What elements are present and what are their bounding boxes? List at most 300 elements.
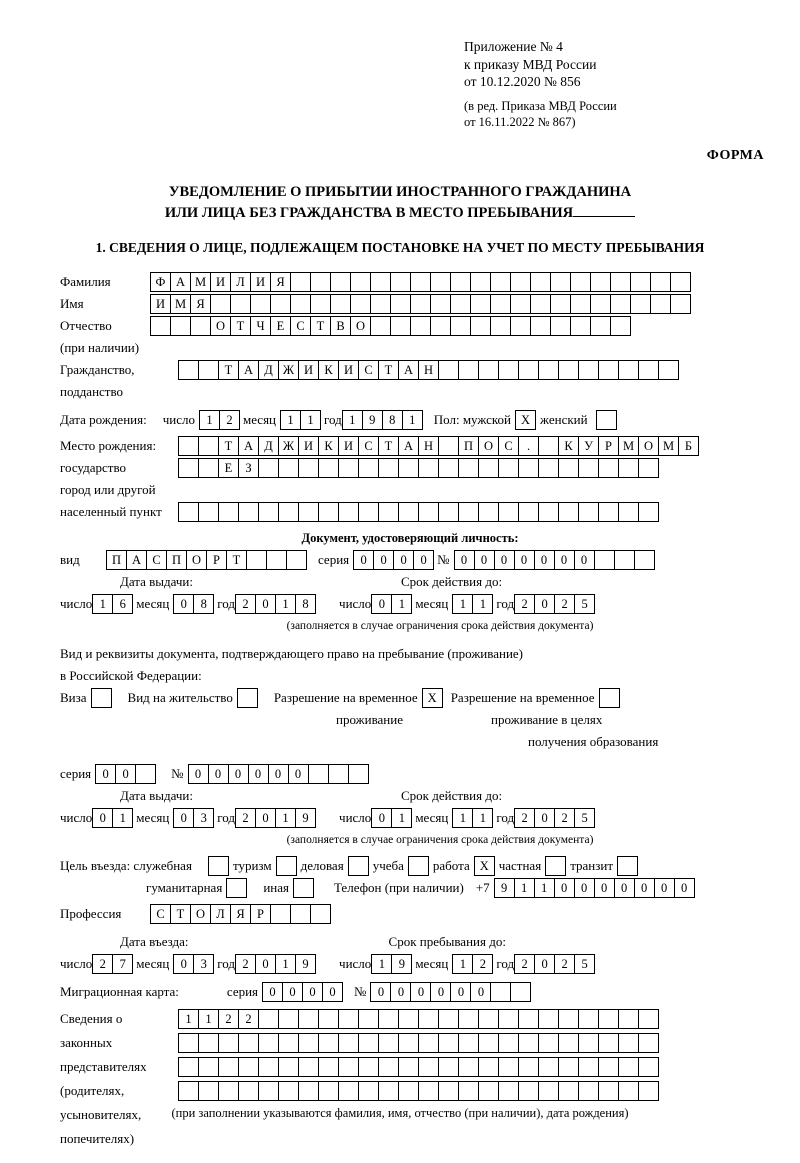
char-box[interactable] [450,294,471,314]
char-box[interactable] [258,1081,279,1101]
char-box[interactable] [258,458,279,478]
purpose-private-checkbox[interactable] [545,856,566,876]
char-box[interactable]: 0 [353,550,374,570]
char-box[interactable]: 2 [238,1009,259,1029]
char-box[interactable] [510,294,531,314]
char-box[interactable] [478,458,499,478]
char-box[interactable] [378,1081,399,1101]
char-box[interactable] [458,1033,479,1053]
char-box[interactable]: 5 [574,594,595,614]
char-box[interactable]: 0 [371,594,392,614]
char-box[interactable] [530,272,551,292]
char-box[interactable] [630,294,651,314]
citizenship-boxes[interactable] [178,360,678,380]
char-box[interactable] [538,458,559,478]
char-box[interactable] [358,458,379,478]
char-box[interactable]: 0 [654,878,675,898]
char-box[interactable] [578,1033,599,1053]
char-box[interactable]: 1 [275,808,296,828]
char-box[interactable] [230,294,251,314]
phone-boxes[interactable] [494,878,694,898]
char-box[interactable] [590,272,611,292]
char-box[interactable] [498,458,519,478]
char-box[interactable]: 5 [574,954,595,974]
char-box[interactable]: 0 [255,808,276,828]
char-box[interactable] [258,502,279,522]
char-box[interactable] [290,904,311,924]
char-box[interactable] [670,272,691,292]
char-box[interactable]: Д [258,436,279,456]
purpose-transit-checkbox[interactable] [617,856,638,876]
char-box[interactable]: М [190,272,211,292]
char-box[interactable]: 0 [370,982,391,1002]
char-box[interactable] [458,502,479,522]
char-box[interactable] [398,1033,419,1053]
char-box[interactable]: 2 [554,954,575,974]
doc-issue-month-boxes[interactable] [173,594,213,614]
stay-end-year-boxes[interactable] [514,954,594,974]
char-box[interactable]: Т [378,436,399,456]
char-box[interactable] [418,458,439,478]
char-box[interactable] [418,1033,439,1053]
char-box[interactable]: 1 [178,1009,199,1029]
char-box[interactable]: 0 [393,550,414,570]
char-box[interactable]: 2 [554,808,575,828]
char-box[interactable]: 2 [92,954,113,974]
char-box[interactable] [490,272,511,292]
char-box[interactable] [498,1057,519,1077]
char-box[interactable]: Я [190,294,211,314]
legal-reps-line4-boxes[interactable] [178,1081,658,1101]
char-box[interactable] [178,458,199,478]
char-box[interactable] [438,1057,459,1077]
char-box[interactable] [578,1057,599,1077]
char-box[interactable] [258,1057,279,1077]
char-box[interactable]: 0 [574,550,595,570]
char-box[interactable]: 3 [193,808,214,828]
char-box[interactable] [510,982,531,1002]
char-box[interactable]: 1 [514,878,535,898]
char-box[interactable]: А [238,360,259,380]
char-box[interactable] [498,1009,519,1029]
doc-number-boxes[interactable] [454,550,654,570]
char-box[interactable] [338,502,359,522]
doc-kind-boxes[interactable] [106,550,306,570]
char-box[interactable]: 0 [322,982,343,1002]
char-box[interactable]: 2 [235,594,256,614]
char-box[interactable] [538,360,559,380]
char-box[interactable] [618,1057,639,1077]
char-box[interactable]: 0 [173,954,194,974]
char-box[interactable]: 9 [295,954,316,974]
char-box[interactable]: П [106,550,127,570]
char-box[interactable]: Д [258,360,279,380]
birth-year-boxes[interactable] [342,410,422,430]
char-box[interactable] [598,360,619,380]
char-box[interactable]: 0 [390,982,411,1002]
char-box[interactable]: 0 [534,808,555,828]
legal-reps-line1-boxes[interactable] [178,1009,658,1029]
char-box[interactable] [578,502,599,522]
char-box[interactable] [246,550,267,570]
char-box[interactable] [330,272,351,292]
char-box[interactable]: К [318,436,339,456]
char-box[interactable]: 1 [199,410,220,430]
char-box[interactable] [370,316,391,336]
char-box[interactable] [518,1081,539,1101]
char-box[interactable] [418,1081,439,1101]
char-box[interactable]: 1 [198,1009,219,1029]
char-box[interactable] [198,458,219,478]
char-box[interactable] [278,1033,299,1053]
char-box[interactable] [498,360,519,380]
char-box[interactable] [298,1057,319,1077]
char-box[interactable]: 0 [534,550,555,570]
patronymic-boxes[interactable] [150,316,630,336]
char-box[interactable] [630,272,651,292]
char-box[interactable] [278,1009,299,1029]
char-box[interactable]: И [298,436,319,456]
char-box[interactable] [418,1009,439,1029]
char-box[interactable]: С [146,550,167,570]
char-box[interactable]: 0 [188,764,209,784]
char-box[interactable]: 1 [275,954,296,974]
char-box[interactable] [190,316,211,336]
char-box[interactable]: 2 [554,594,575,614]
char-box[interactable] [218,1033,239,1053]
char-box[interactable] [438,360,459,380]
char-box[interactable]: Е [218,458,239,478]
char-box[interactable] [578,458,599,478]
char-box[interactable]: Ж [278,360,299,380]
char-box[interactable] [338,1081,359,1101]
char-box[interactable] [530,316,551,336]
char-box[interactable]: 1 [534,878,555,898]
char-box[interactable]: 2 [514,808,535,828]
char-box[interactable] [298,502,319,522]
char-box[interactable] [650,294,671,314]
char-box[interactable]: Т [230,316,251,336]
char-box[interactable]: 0 [173,594,194,614]
char-box[interactable] [490,316,511,336]
char-box[interactable]: 0 [450,982,471,1002]
char-box[interactable]: Р [598,436,619,456]
char-box[interactable] [328,764,349,784]
char-box[interactable]: Б [678,436,699,456]
char-box[interactable]: 0 [115,764,136,784]
char-box[interactable]: 0 [302,982,323,1002]
char-box[interactable] [198,502,219,522]
char-box[interactable]: 0 [95,764,116,784]
char-box[interactable]: 2 [514,594,535,614]
char-box[interactable] [378,502,399,522]
char-box[interactable] [618,1009,639,1029]
char-box[interactable]: 0 [262,982,283,1002]
char-box[interactable]: 2 [472,954,493,974]
char-box[interactable] [290,272,311,292]
char-box[interactable] [558,1009,579,1029]
char-box[interactable]: У [578,436,599,456]
visa-checkbox[interactable] [91,688,112,708]
char-box[interactable]: 0 [413,550,434,570]
char-box[interactable] [438,1081,459,1101]
char-box[interactable] [650,272,671,292]
doc-valid-month-boxes[interactable] [452,594,492,614]
char-box[interactable]: И [250,272,271,292]
char-box[interactable] [638,1057,659,1077]
doc-valid-day-boxes[interactable] [371,594,411,614]
char-box[interactable]: 0 [410,982,431,1002]
char-box[interactable] [634,550,655,570]
char-box[interactable] [238,1057,259,1077]
char-box[interactable] [610,316,631,336]
char-box[interactable] [390,294,411,314]
char-box[interactable] [308,764,329,784]
legal-reps-line3-boxes[interactable] [178,1057,658,1077]
char-box[interactable] [518,1033,539,1053]
char-box[interactable] [478,502,499,522]
char-box[interactable] [558,1057,579,1077]
char-box[interactable]: С [150,904,171,924]
char-box[interactable]: Я [270,272,291,292]
char-box[interactable]: О [186,550,207,570]
char-box[interactable] [638,1081,659,1101]
char-box[interactable]: 3 [193,954,214,974]
surname-boxes[interactable] [150,272,690,292]
char-box[interactable] [458,1081,479,1101]
char-box[interactable] [298,1081,319,1101]
char-box[interactable] [518,1009,539,1029]
temp-residence-checkbox[interactable]: X [422,688,443,708]
purpose-study-checkbox[interactable] [408,856,429,876]
char-box[interactable]: А [126,550,147,570]
char-box[interactable]: О [478,436,499,456]
stay-valid-day-boxes[interactable] [371,808,411,828]
char-box[interactable]: 1 [371,954,392,974]
char-box[interactable] [570,294,591,314]
char-box[interactable] [418,502,439,522]
migration-series-boxes[interactable] [262,982,342,1002]
char-box[interactable]: 9 [295,808,316,828]
sex-male-checkbox[interactable]: X [515,410,536,430]
char-box[interactable] [178,502,199,522]
char-box[interactable]: 1 [452,808,473,828]
char-box[interactable]: 0 [514,550,535,570]
birth-place-line1-boxes[interactable] [178,436,698,456]
char-box[interactable]: А [398,360,419,380]
char-box[interactable]: 0 [574,878,595,898]
char-box[interactable]: 7 [112,954,133,974]
char-box[interactable] [398,1009,419,1029]
birth-month-boxes[interactable] [280,410,320,430]
char-box[interactable]: 0 [255,594,276,614]
char-box[interactable] [438,1033,459,1053]
char-box[interactable] [518,458,539,478]
char-box[interactable]: 0 [474,550,495,570]
char-box[interactable]: 0 [173,808,194,828]
char-box[interactable] [430,294,451,314]
char-box[interactable] [390,316,411,336]
char-box[interactable]: Л [210,904,231,924]
char-box[interactable] [318,502,339,522]
char-box[interactable] [378,1009,399,1029]
char-box[interactable]: Ч [250,316,271,336]
char-box[interactable] [558,1033,579,1053]
char-box[interactable] [338,458,359,478]
char-box[interactable] [170,316,191,336]
char-box[interactable] [590,294,611,314]
char-box[interactable] [518,502,539,522]
char-box[interactable]: 8 [382,410,403,430]
char-box[interactable]: П [458,436,479,456]
char-box[interactable] [598,502,619,522]
char-box[interactable]: Н [418,360,439,380]
char-box[interactable]: 0 [208,764,229,784]
char-box[interactable]: 0 [430,982,451,1002]
migration-number-boxes[interactable] [370,982,530,1002]
doc-issue-year-boxes[interactable] [235,594,315,614]
purpose-work-checkbox[interactable]: X [474,856,495,876]
stay-valid-month-boxes[interactable] [452,808,492,828]
char-box[interactable] [450,272,471,292]
char-box[interactable] [590,316,611,336]
char-box[interactable]: Т [226,550,247,570]
stay-issue-month-boxes[interactable] [173,808,213,828]
char-box[interactable] [378,458,399,478]
birth-place-line2-boxes[interactable] [178,458,658,478]
char-box[interactable]: 0 [248,764,269,784]
char-box[interactable] [490,982,511,1002]
char-box[interactable] [310,904,331,924]
char-box[interactable]: 1 [472,808,493,828]
char-box[interactable] [410,272,431,292]
char-box[interactable] [238,1033,259,1053]
char-box[interactable]: 0 [228,764,249,784]
char-box[interactable]: 1 [452,594,473,614]
char-box[interactable] [358,502,379,522]
char-box[interactable]: Л [230,272,251,292]
purpose-other-checkbox[interactable] [293,878,314,898]
char-box[interactable] [538,1081,559,1101]
char-box[interactable] [270,904,291,924]
char-box[interactable]: С [358,360,379,380]
char-box[interactable] [178,1081,199,1101]
char-box[interactable] [558,458,579,478]
char-box[interactable] [618,1033,639,1053]
char-box[interactable]: 2 [235,954,256,974]
char-box[interactable]: С [358,436,379,456]
char-box[interactable]: С [498,436,519,456]
char-box[interactable] [518,1057,539,1077]
char-box[interactable] [338,1009,359,1029]
char-box[interactable]: 1 [391,808,412,828]
char-box[interactable]: Т [170,904,191,924]
char-box[interactable] [598,458,619,478]
char-box[interactable] [458,458,479,478]
stay-issue-year-boxes[interactable] [235,808,315,828]
char-box[interactable] [598,1009,619,1029]
char-box[interactable]: 0 [674,878,695,898]
char-box[interactable] [538,1033,559,1053]
char-box[interactable]: 9 [362,410,383,430]
char-box[interactable]: 0 [454,550,475,570]
char-box[interactable]: И [298,360,319,380]
char-box[interactable] [378,1057,399,1077]
char-box[interactable]: 0 [594,878,615,898]
char-box[interactable]: В [330,316,351,336]
char-box[interactable] [330,294,351,314]
char-box[interactable] [510,272,531,292]
char-box[interactable] [218,1081,239,1101]
char-box[interactable] [638,458,659,478]
residence-permit-checkbox[interactable] [237,688,258,708]
stay-valid-year-boxes[interactable] [514,808,594,828]
char-box[interactable] [430,316,451,336]
char-box[interactable] [610,272,631,292]
char-box[interactable]: 1 [92,594,113,614]
char-box[interactable]: О [350,316,371,336]
char-box[interactable] [198,1033,219,1053]
char-box[interactable]: 0 [534,594,555,614]
char-box[interactable]: 1 [402,410,423,430]
char-box[interactable] [598,1057,619,1077]
char-box[interactable]: 1 [472,594,493,614]
char-box[interactable]: 8 [193,594,214,614]
char-box[interactable]: И [338,436,359,456]
char-box[interactable]: 0 [554,878,575,898]
char-box[interactable] [618,458,639,478]
purpose-official-checkbox[interactable] [208,856,229,876]
char-box[interactable] [350,294,371,314]
char-box[interactable] [338,1033,359,1053]
char-box[interactable]: А [170,272,191,292]
char-box[interactable]: Я [230,904,251,924]
char-box[interactable]: Т [218,436,239,456]
char-box[interactable] [398,1057,419,1077]
char-box[interactable] [278,1057,299,1077]
char-box[interactable] [370,272,391,292]
char-box[interactable] [198,436,219,456]
char-box[interactable] [198,1081,219,1101]
doc-issue-day-boxes[interactable] [92,594,132,614]
char-box[interactable] [498,502,519,522]
char-box[interactable] [378,1033,399,1053]
char-box[interactable]: И [150,294,171,314]
char-box[interactable] [430,272,451,292]
char-box[interactable] [438,458,459,478]
purpose-business-checkbox[interactable] [348,856,369,876]
char-box[interactable]: М [618,436,639,456]
char-box[interactable] [210,294,231,314]
char-box[interactable] [286,550,307,570]
purpose-tourism-checkbox[interactable] [276,856,297,876]
char-box[interactable] [348,764,369,784]
char-box[interactable] [178,360,199,380]
char-box[interactable] [278,502,299,522]
char-box[interactable] [318,1057,339,1077]
char-box[interactable]: О [210,316,231,336]
char-box[interactable]: И [338,360,359,380]
char-box[interactable]: 2 [235,808,256,828]
char-box[interactable] [458,360,479,380]
char-box[interactable] [278,458,299,478]
char-box[interactable] [458,1009,479,1029]
char-box[interactable]: 0 [634,878,655,898]
char-box[interactable] [510,316,531,336]
char-box[interactable] [498,1033,519,1053]
char-box[interactable] [318,1009,339,1029]
char-box[interactable]: С [290,316,311,336]
